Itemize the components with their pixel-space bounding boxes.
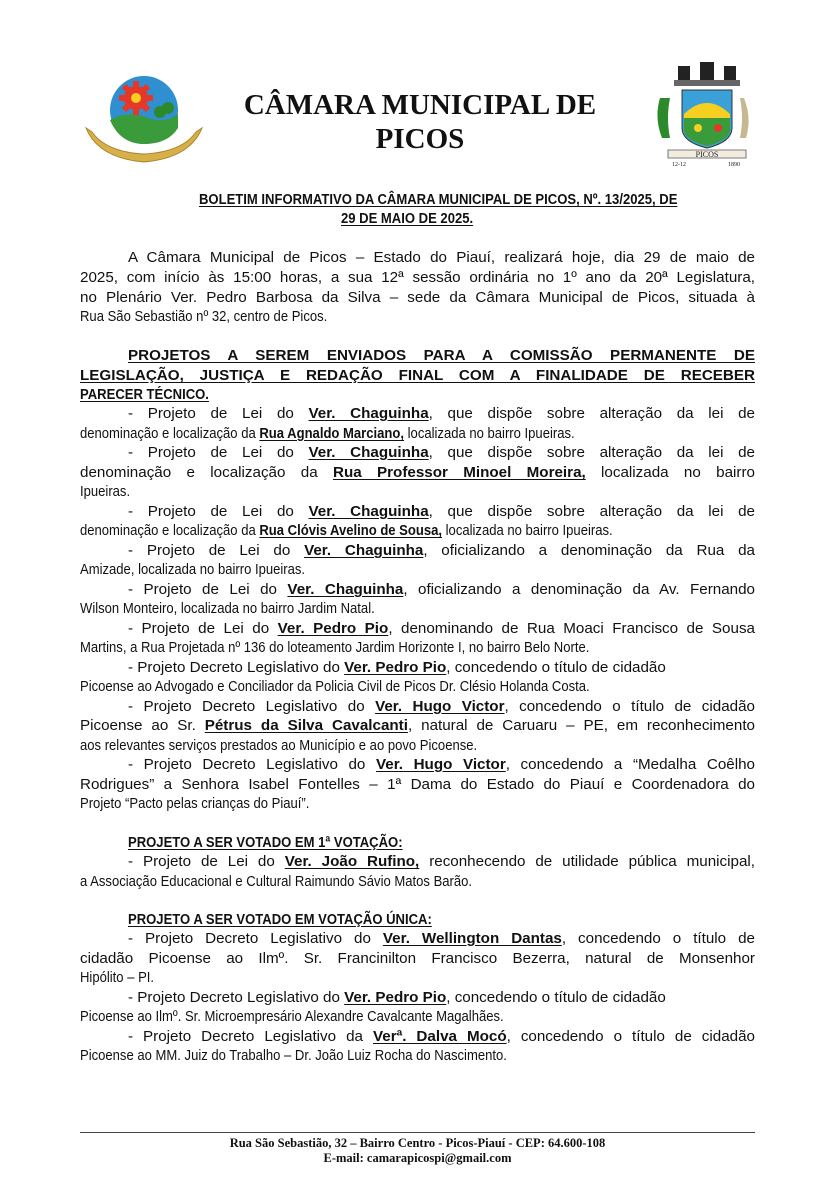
project-item-line: - Projeto de Lei do Ver. Chaguinha, que dispõe sobre alteração da lei de — [128, 444, 755, 461]
author-name: Ver. Chaguinha — [308, 503, 429, 520]
project-item-line: - Projeto de Lei do Ver. Chaguinha, que dispõe sobre alteração da lei de — [128, 405, 755, 422]
author-name: Verª. Dalva Mocó — [372, 1028, 507, 1045]
author-name: Ver. Hugo Victor — [375, 756, 506, 773]
camara-seal-logo — [78, 58, 210, 166]
picos-coat-of-arms-logo — [648, 58, 766, 170]
author-name: Ver. Chaguinha — [304, 542, 424, 559]
project-item-line: - Projeto de Lei do Ver. Chaguinha, oficializando a denominação da Av. Fernando — [128, 581, 755, 598]
project-item-line: - Projeto Decreto Legislativo do Ver. Hugo Victor, concedendo o título de cidadão — [128, 698, 755, 715]
project-item-line: - Projeto Decreto Legislativo do Ver. Hugo Victor, concedendo a “Medalha Coêlho — [128, 756, 755, 773]
section3-heading: PROJETO A SER VOTADO EM VOTAÇÃO ÚNICA: — [128, 911, 432, 928]
project-item-line: aos relevantes serviços prestados ao Município e ao povo Picoense. — [80, 737, 478, 754]
section1-heading-line: PROJETOS A SEREM ENVIADOS PARA A COMISSÃO PERMANENTE DE — [128, 347, 755, 364]
project-item-line: denominação e localização da Rua Professor Minoel Moreira, localizada no bairro — [80, 464, 755, 481]
author-name: Ver. Chaguinha — [287, 581, 404, 598]
footer — [80, 1136, 755, 1166]
project-item-line: Picoense ao Sr. Pétrus da Silva Cavalcanti, natural de Caruaru – PE, em reconhecimento — [80, 717, 755, 734]
street-name: Rua Professor Minoel Moreira, — [332, 464, 586, 481]
project-item-line: Hipólito – PI. — [80, 969, 155, 986]
project-item-line: Ipueiras. — [80, 483, 131, 500]
project-item-line: - Projeto Decreto Legislativo do Ver. Pedro Pio, concedendo o título de cidadão — [128, 659, 666, 676]
intro-line: A Câmara Municipal de Picos – Estado do Piauí, realizará hoje, dia 29 de maio de — [128, 249, 755, 266]
project-item-line: - Projeto de Lei do Ver. Chaguinha, oficializando a denominação da Rua da — [128, 542, 755, 559]
project-item-line: - Projeto de Lei do Ver. Chaguinha, que dispõe sobre alteração da lei de — [128, 503, 755, 520]
project-item-line: - Projeto de Lei do Ver. Pedro Pio, denominando de Rua Moaci Francisco de Sousa — [128, 620, 755, 637]
author-name: Ver. Wellington Dantas — [382, 930, 562, 947]
author-name: Ver. Pedro Pio — [344, 659, 447, 676]
project-item-line: Amizade, localizada no bairro Ipueiras. — [80, 561, 306, 578]
author-name: Ver. Chaguinha — [308, 405, 429, 422]
project-item-line: - Projeto Decreto Legislativo do Ver. Pedro Pio, concedendo o título de cidadão — [128, 989, 666, 1006]
bulletin-title-line-2: 29 DE MAIO DE 2025. — [340, 210, 473, 227]
author-name: Ver. Chaguinha — [308, 444, 429, 461]
footer-divider — [80, 1132, 755, 1133]
project-item-line: - Projeto Decreto Legislativo do Ver. Wellington Dantas, concedendo o título de — [128, 930, 755, 947]
project-item-line: - Projeto de Lei do Ver. João Rufino, reconhecendo de utilidade pública municipal, — [128, 853, 756, 870]
title-line-1: CÂMARA MUNICIPAL DE — [243, 89, 597, 121]
project-item-line: denominação e localização da Rua Clóvis Avelino de Sousa, localizada no bairro Ipueiras. — [80, 522, 613, 539]
coat-ribbon-text: PICOS — [695, 150, 719, 159]
project-item-line: denominação e localização da Rua Agnaldo Marciano, localizada no bairro Ipueiras. — [80, 425, 575, 442]
street-name: Rua Agnaldo Marciano, — [259, 425, 405, 442]
author-name: Ver. Hugo Victor — [375, 698, 505, 715]
intro-line: Rua São Sebastião nº 32, centro de Picos. — [80, 308, 328, 325]
project-item-line: Martins, a Rua Projetada nº 136 do loteamento Jardim Horizonte I, no bairro Belo Norte. — [80, 639, 590, 656]
project-item-line: - Projeto Decreto Legislativo da Verª. Dalva Mocó, concedendo o título de cidadão — [128, 1028, 755, 1045]
svg-text:1890: 1890 — [728, 162, 740, 168]
author-name: Ver. Pedro Pio — [277, 620, 389, 637]
page-title — [220, 88, 620, 156]
svg-text:12-12: 12-12 — [672, 162, 686, 168]
footer-email: E-mail: camarapicospi@gmail.com — [323, 1151, 512, 1165]
author-name: Ver. João Rufino, — [284, 853, 420, 870]
project-item-line: a Associação Educacional e Cultural Raimundo Sávio Matos Barão. — [80, 873, 473, 890]
project-item-line: Picoense ao Ilmº. Sr. Microempresário Alexandre Cavalcante Magalhães. — [80, 1008, 504, 1025]
honoree-name: Pétrus da Silva Cavalcanti — [204, 717, 408, 734]
street-name: Rua Clóvis Avelino de Sousa, — [259, 522, 443, 539]
project-item-line: Rodrigues” a Senhora Isabel Fontelles – 1ª Dama do Estado do Piauí e Coordenadora do — [80, 776, 755, 793]
section2-heading: PROJETO A SER VOTADO EM 1ª VOTAÇÃO: — [128, 834, 403, 851]
author-name: Ver. Pedro Pio — [344, 989, 447, 1006]
footer-address: Rua São Sebastião, 32 – Bairro Centro - Picos-Piauí - CEP: 64.600-108 — [229, 1136, 606, 1150]
section1-heading-line: PARECER TÉCNICO. — [80, 386, 209, 403]
project-item-line: cidadão Picoense ao Ilmº. Sr. Francinilton Francisco Bezerra, natural de Monsenhor — [80, 950, 755, 967]
section1-heading-line: LEGISLAÇÃO, JUSTIÇA E REDAÇÃO FINAL COM A FINALIDADE DE RECEBER — [80, 367, 755, 384]
project-item-line: Wilson Monteiro, localizada no bairro Jardim Natal. — [80, 600, 375, 617]
bulletin-title-line-1: BOLETIM INFORMATIVO DA CÂMARA MUNICIPAL DE PICOS, Nº. 13/2025, DE — [198, 191, 678, 208]
project-item-line: Picoense ao Advogado e Conciliador da Policia Civil de Picos Dr. Clésio Holanda Costa. — [80, 678, 590, 695]
project-item-line: Projeto “Pacto pelas crianças do Piauí”. — [80, 795, 310, 812]
project-item-line: Picoense ao MM. Juiz do Trabalho – Dr. João Luiz Rocha do Nascimento. — [80, 1047, 507, 1064]
intro-line: no Plenário Ver. Pedro Barbosa da Silva – sede da Câmara Municipal de Picos, situada à — [80, 289, 755, 306]
title-line-2: PICOS — [375, 123, 465, 155]
intro-line: 2025, com início às 15:00 horas, a sua 12ª sessão ordinária no 1º ano da 20ª Legislatura, — [80, 269, 755, 286]
